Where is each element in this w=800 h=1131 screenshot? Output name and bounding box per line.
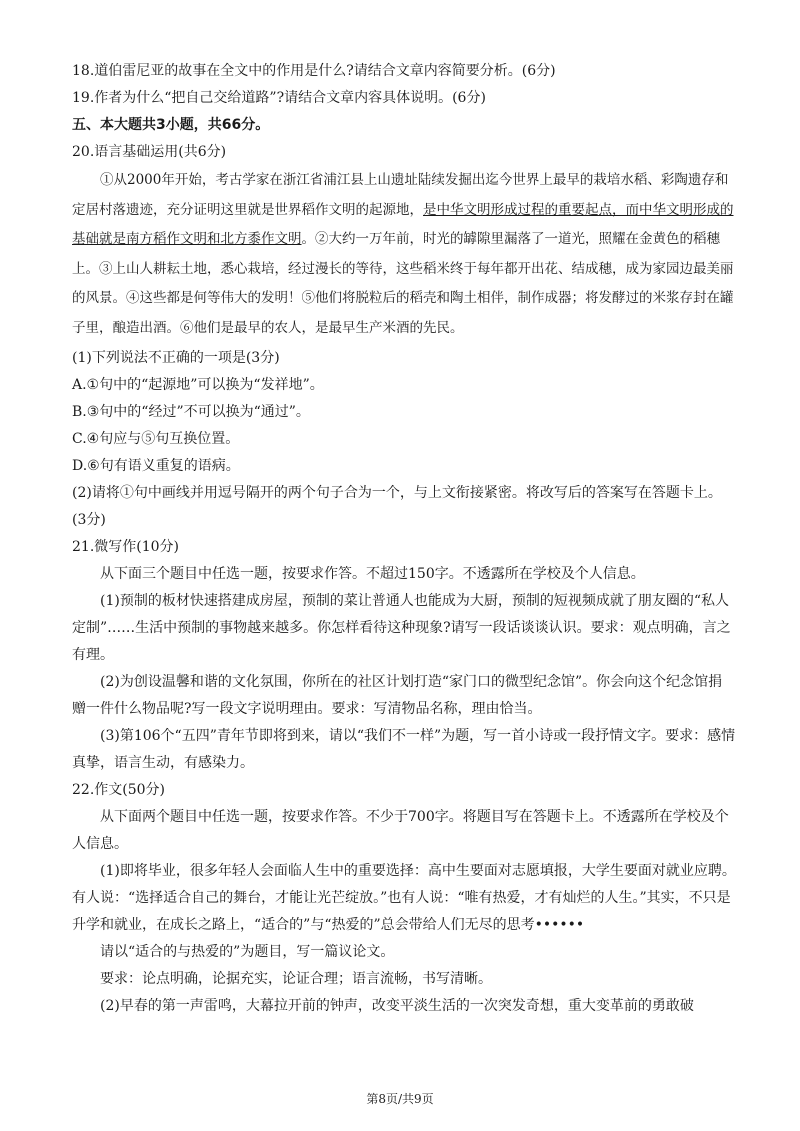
exam-page [72,58,736,1020]
question-22-title: 22.作文(50分) [72,782,166,798]
question-18: 18.道伯雷尼亚的故事在全文中的作用是什么?请结合文章内容简要分析。(6分) [72,63,556,79]
question-22-option-1: (1)即将毕业，很多年轻人会面临人生中的重要选择：高中生要面对志愿填报，大学生要面对就业应聘。有人说：“选择适合自己的舞台，才能让光芒绽放。”也有人说：“唯有热爱，才有灿烂的人生。”其实，不只是升学和就业，在成长之路上，“适合的”与“热爱的”总会带给人们无尽的思考•••••• [72,863,736,933]
question-21-title: 21.微写作(10分) [72,539,180,555]
question-22-option-1-requirements: 要求：论点明确，论据充实，论证合理；语言流畅，书写清晰。 [100,971,492,987]
question-21-option-3: (3)第106个“五四”青年节即将到来，请以“我们不一样”为题，写一首小诗或一段抒情文字。要求：感情真挚，语言生动，有感染力。 [72,728,736,771]
page-number: 第8页/共9页 [366,1092,434,1106]
question-20-sub-2: (2)请将①句中画线并用逗号隔开的两个句子合为一个，与上文衔接紧密。将改写后的答案写在答题卡上。(3分) [72,485,722,528]
option-c: C.④句应与⑤句互换位置。 [72,431,240,447]
option-a: A.①句中的“起源地”可以换为“发祥地”。 [72,377,324,393]
question-22-option-2: (2)早春的第一声雷鸣，大幕拉开前的钟声，改变平淡生活的一次突发奇想，重大变革前的勇敢破 [100,998,694,1014]
question-22-option-1-task: 请以“适合的与热爱的”为题目，写一篇议论文。 [100,944,395,960]
question-22-intro: 从下面两个题目中任选一题，按要求作答。不少于700字。将题目写在答题卡上。不透露所在学校及个人信息。 [72,809,729,852]
question-21-option-1: (1)预制的板材快速搭建成房屋，预制的菜让普通人也能成为大厨，预制的短视频成就了朋友圈的“私人定制”……生活中预制的事物越来越多。你怎样看待这种现象?请写一段话谈谈认识。要求：观点明确，言之有理。 [72,593,731,663]
question-20-title: 20.语言基础运用(共6分) [72,144,227,160]
question-20-passage [72,166,736,343]
question-20-sub-1: (1)下列说法不正确的一项是(3分) [72,350,280,366]
passage-part-2: 。②大约一万年前，时光的罅隙里漏落了一道光，照耀在金黄色的稻穗上。③上山人耕耘土地，悉心栽培，经过漫长的等待，这些稻米终于每年都开出花、结成穗，成为家园边最美丽的风景。④这些都是何等伟大的发明！⑤他们将脱粒后的稻壳和陶土相伴，制作成器；将发酵过的米浆存封在罐子里，酿造出酒。⑥他们是最早的农人，是最早生产米酒的先民。 [72,231,734,336]
question-19: 19.作者为什么“把自己交给道路”?请结合文章内容具体说明。(6分) [72,90,486,106]
question-21-option-2: (2)为创设温馨和谐的文化氛围，你所在的社区计划打造“家门口的微型纪念馆”。你会向这个纪念馆捐赠一件什么物品呢?写一段文字说明理由。要求：写清物品名称，理由恰当。 [72,674,723,717]
option-d: D.⑥句有语义重复的语病。 [72,458,240,474]
question-21-intro: 从下面三个题目中任选一题，按要求作答。不超过150字。不透露所在学校及个人信息。 [100,566,645,582]
passage-part-1: ①从2000年开始，考古学家在浙江省浦江县上山遗址陆续发掘出迄今世界上最早的栽培水稻、彩陶遗存和定居村落遗迹，充分证明这里就是世界稻作文明的起源地， [72,172,729,218]
option-b: B.③句中的“经过”不可以换为“通过”。 [72,404,310,420]
passage-underlined-sentences: 是中华文明形成过程的重要起点，而中华文明形成的基础就是南方稻作文明和北方黍作文明 [72,201,734,247]
section-5-title: 五、本大题共3小题，共66分。 [72,117,270,133]
